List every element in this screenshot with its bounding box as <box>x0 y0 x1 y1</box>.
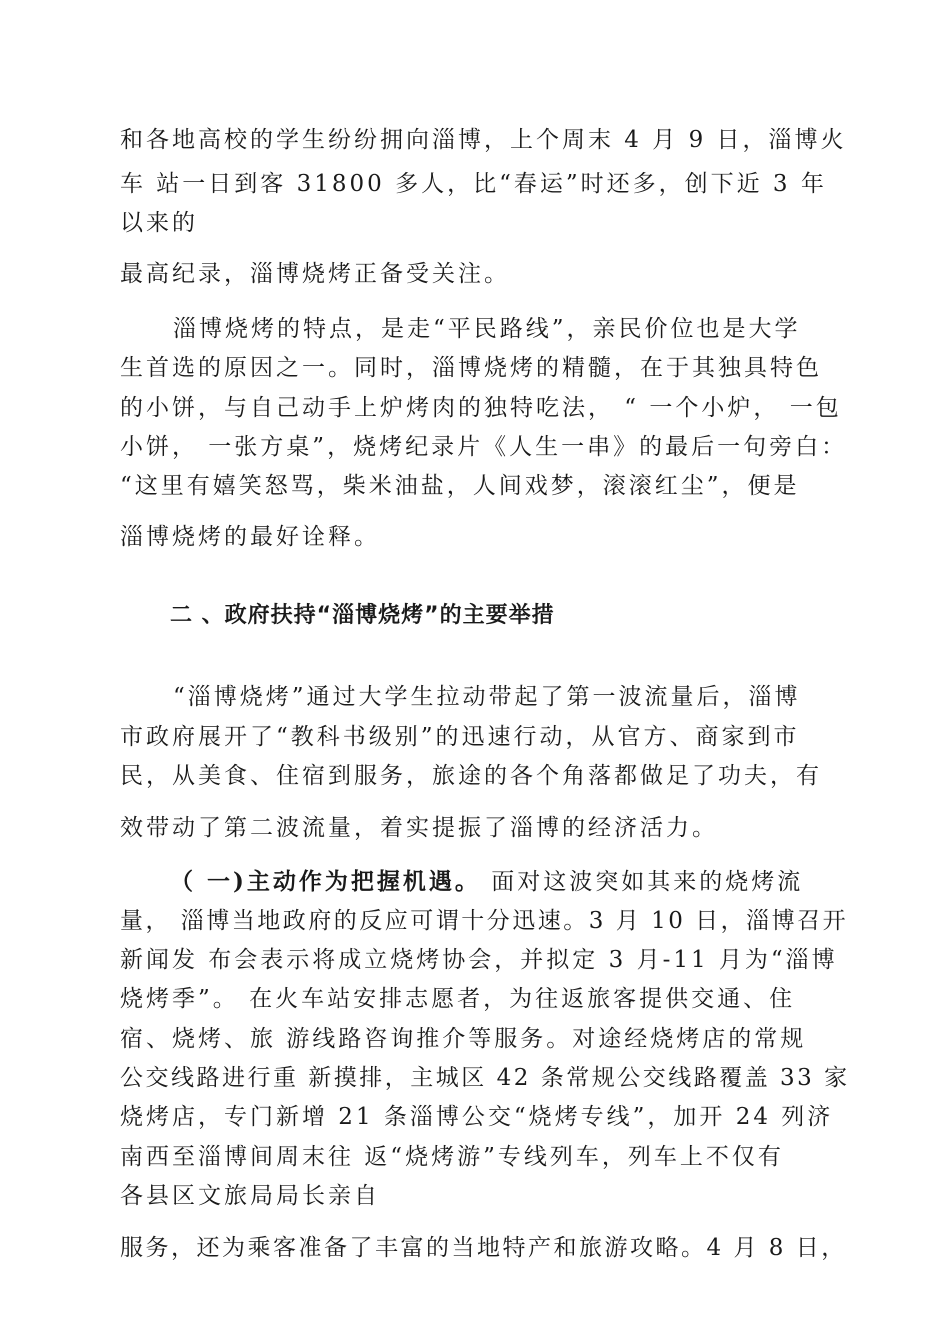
paragraph-3-line-3: 民，从美食、住宿到服务，旅途的各个角落都做足了功夫，有 <box>120 763 822 789</box>
paragraph-3-line-2: 市政府展开了“教科书级别”的迅速行动，从官方、商家到市 <box>120 724 800 750</box>
paragraph-3-line-4: 效带动了第二波流量，着实提振了淄博的经济活力。 <box>120 815 718 841</box>
paragraph-4-line-7: 烧烤店，专门新增 21 条淄博公交“烧烤专线”，加开 24 列济 <box>120 1104 834 1130</box>
paragraph-2-line-4: 小饼， 一张方桌”，烧烤纪录片《人生一串》的最后一句旁白： <box>120 434 848 460</box>
paragraph-4-line-8: 南西至淄博间周末往 返“烧烤游”专线列车，列车上不仅有 <box>120 1144 784 1170</box>
paragraph-2-line-1: 淄博烧烤的特点，是走“平民路线”，亲民价位也是大学 <box>173 316 801 342</box>
paragraph-4-line-10: 服务，还为乘客准备了丰富的当地特产和旅游攻略。4 月 8 日， <box>120 1235 847 1261</box>
paragraph-1-line-1: 和各地高校的学生纷纷拥向淄博，上个周末 4 月 9 日，淄博火 <box>120 127 847 153</box>
paragraph-1-line-2: 车 站一日到客 31800 多人，比“春运”时还多，创下近 3 年 <box>120 171 827 197</box>
paragraph-4-line-2: 量， 淄博当地政府的反应可谓十分迅速。3 月 10 日，淄博召开 <box>120 908 849 934</box>
paragraph-2-line-6: 淄博烧烤的最好诠释。 <box>120 524 380 550</box>
paragraph-2-line-5: “这里有嬉笑怒骂，柴米油盐，人间戏梦，滚滚红尘”，便是 <box>120 473 800 499</box>
paragraph-3-line-1: “淄博烧烤”通过大学生拉动带起了第一波流量后，淄博 <box>173 684 801 710</box>
paragraph-1-line-3: 以来的 <box>120 210 198 236</box>
paragraph-4-line-9: 各县区文旅局局长亲自 <box>120 1183 380 1209</box>
paragraph-2-line-3: 的小饼，与自己动手上炉烤肉的独特吃法， “ 一个小炉， 一包 <box>120 395 842 421</box>
paragraph-4-line-5: 宿、烧烤、旅 游线路咨询推介等服务。对途经烧烤店的常规 <box>120 1026 807 1052</box>
paragraph-4-line-3: 新闻发 布会表示将成立烧烤协会，并拟定 3 月-11 月为“淄博 <box>120 947 838 973</box>
paragraph-4-line-6: 公交线路进行重 新摸排，主城区 42 条常规公交线路覆盖 33 家 <box>120 1065 850 1091</box>
paragraph-4-line-1 <box>170 866 803 898</box>
subsection-heading: （ 一)主动作为把握机遇。 <box>170 868 481 895</box>
paragraph-4-line-1-text: 面对这波突如其来的烧烤流 <box>480 869 804 895</box>
paragraph-4-line-4: 烧烤季”。 在火车站安排志愿者，为往返旅客提供交通、住 <box>120 986 796 1012</box>
section-heading: 二 、政府扶持“淄博烧烤”的主要举措 <box>170 603 555 628</box>
paragraph-2-line-2: 生首选的原因之一。同时，淄博烧烤的精髓，在于其独具特色 <box>120 355 822 381</box>
paragraph-1-line-4: 最高纪录，淄博烧烤正备受关注。 <box>120 261 510 287</box>
